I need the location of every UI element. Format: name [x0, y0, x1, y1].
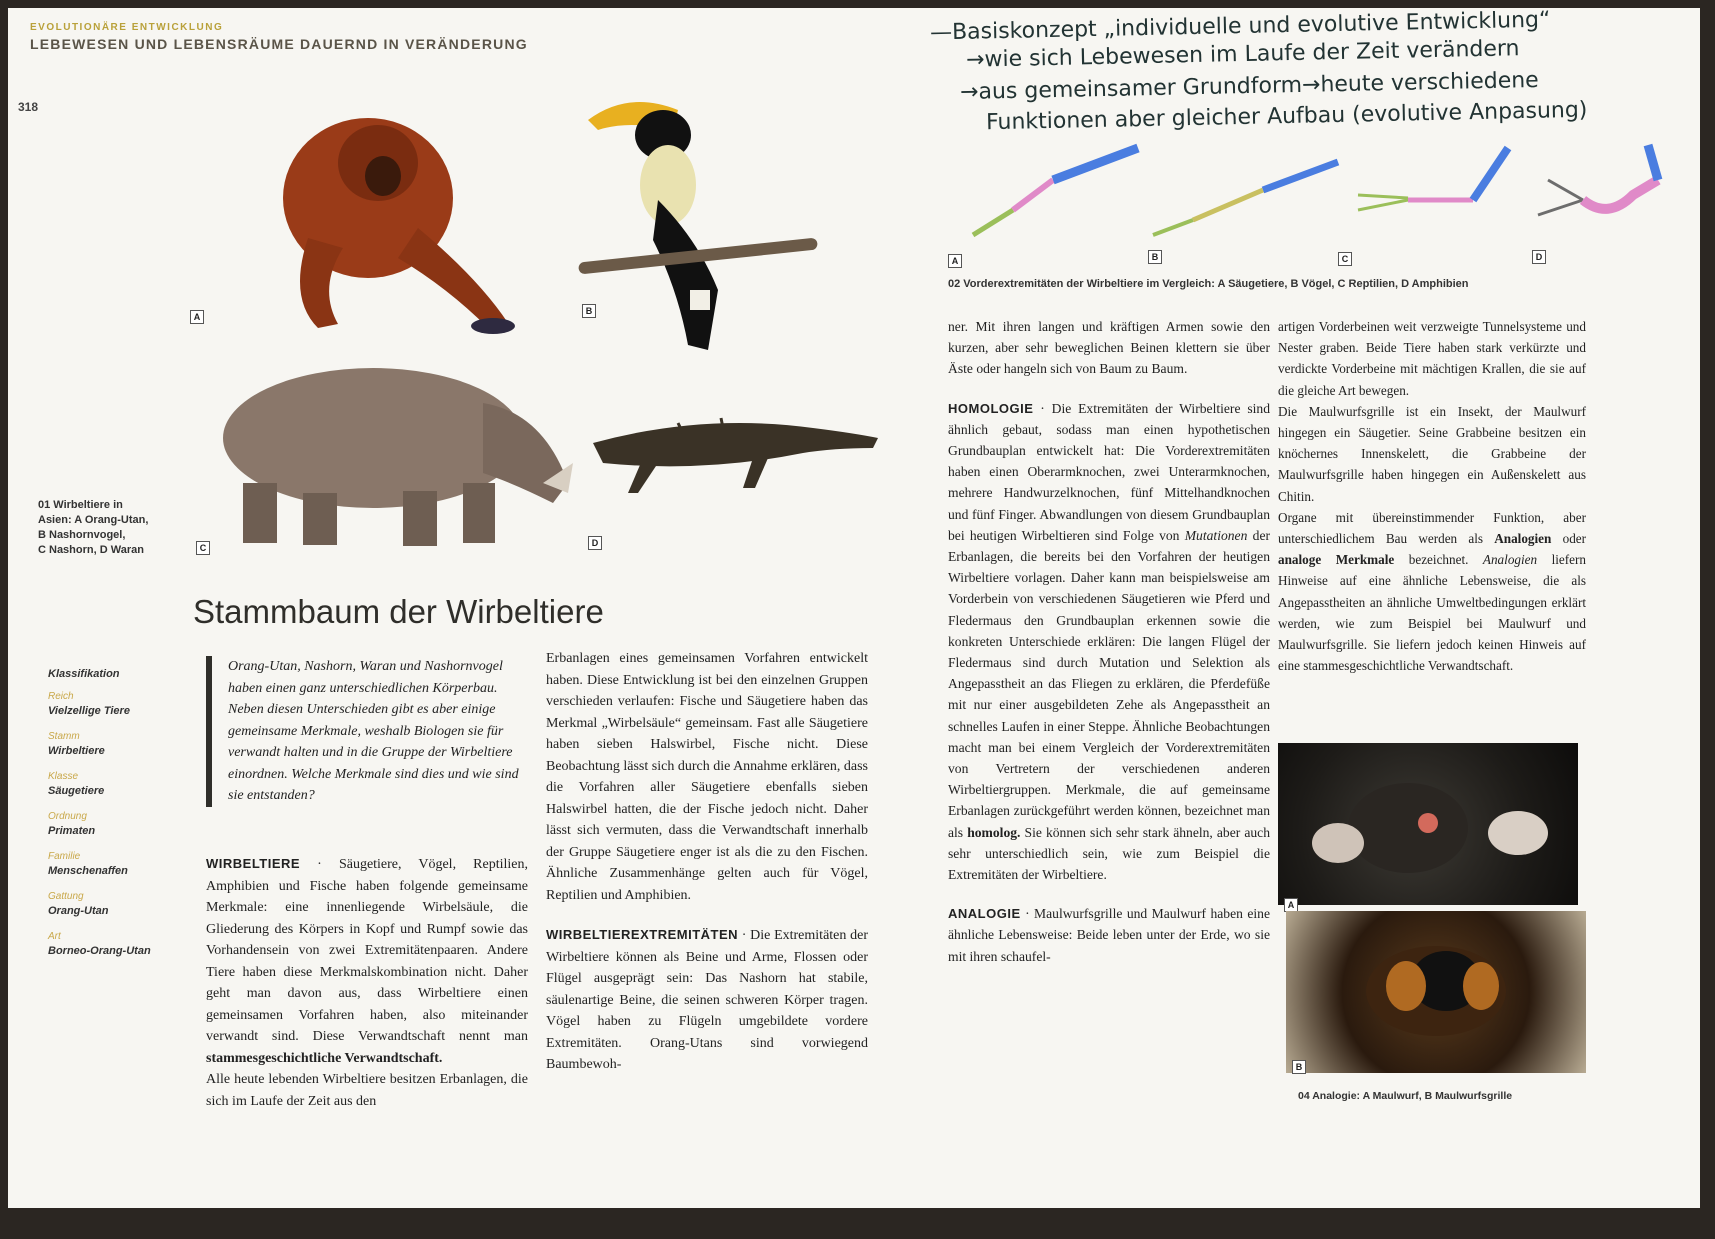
- orangutan-image: [248, 88, 528, 338]
- section-heading-homologie: HOMOLOGIE: [948, 400, 1034, 416]
- figure1-letter-b: B: [582, 304, 596, 318]
- page-title: Stammbaum der Wirbeltiere: [193, 593, 604, 630]
- classification-row: Reich Vielzellige Tiere: [48, 691, 130, 717]
- classification-row: Art Borneo-Orang-Utan: [48, 931, 151, 957]
- column-3: ner. Mit ihren langen und kräftigen Armen sowie den kurzen, aber sehr beweglichen Beinen klettern sie über Äste oder hangeln sich von Baum zu Baum. HOMOLOGIE · Die Extremitäten der Wirbeltiere sind ähnlich gebaut, sodass man einen hypothetischen Grundbauplan entwickelt hat: Die Vorderextremitäten haben einen Oberarmknochen, zwei Unterarmknochen, mehrere Handwurzelknochen, fünf Mittelhandknochen und fünf Finger. Abwandlungen von diesem Grundbauplan bei heutigen Wirbeltieren sind Folge von Mutationen der Erbanlagen, die bereits bei den Vorfahren der heutigen Wirbeltiere vorlagen. Daher kann man beispielsweise am Vorderbein von verschiedenen Säugetieren wie Pferd und Fledermaus den Grundbauplan erkennen sowie die konkreten Unterschiede erklären: Die langen Flügel der Fledermaus sind durch Mutation und Selektion als Angepasstheit an das Fliegen zu erklären, die Pferdefüße mit nur einer ausgebildeten Zehe als Angepasstheit an schnelles Laufen in einer Steppe. Ähnliche Beobachtungen macht man bei einem Vergleich der Vorderextremitäten von Vertretern der verschiedenen anderen Wirbeltiergruppen. Merkmale, die auf gemeinsame Erbanlagen zurückgeführt werden können, bezeichnet man als homolog. Sie können sich sehr stark ähneln, aber auch sehr unterschiedlich sein, wie zum Beispiel die Extremitäten der Wirbeltiere. ANALOGIE · Maulwurfsgrille und Maulwurf haben eine ähnliche Lebensweise: Beide leben unter der Erde, wo sie mit ihren schaufel-: [948, 319, 1271, 964]
- figure1-letter-d: D: [588, 536, 602, 550]
- classification-row: Stamm Wirbeltiere: [48, 731, 105, 757]
- handwritten-note-3: →aus gemeinsamer Grundform→heute verschiedene: [959, 67, 1539, 106]
- rhino-image: [213, 343, 583, 553]
- classification-row: Klasse Säugetiere: [48, 771, 105, 797]
- monitor-lizard-image: [583, 403, 883, 503]
- hornbill-image: [578, 90, 818, 360]
- section-heading-wirbeltiere: WIRBELTIERE: [206, 856, 301, 871]
- intro-paragraph: Orang-Utan, Nashorn, Waran und Nashornvogel haben einen ganz unterschiedlichen Körperbau. Neben diesen Unterschieden gibt es aber einige gemeinsame Merkmale, weshalb Biologen sie für verwandt halten und in die Gruppe der Wirbeltiere einordnen. Welche Merkmale sind dies und wie sind sie entstanden?: [206, 656, 526, 807]
- figure1-caption: 01 Wirbeltiere in Asien: A Orang-Utan, B Nashornvogel, C Nashorn, D Waran: [38, 499, 149, 556]
- reptile-limb: [1358, 148, 1508, 210]
- handwritten-note-4: Funktionen aber gleicher Aufbau (evolutive Anpasung): [985, 97, 1588, 136]
- handwritten-note-2: →wie sich Lebewesen im Laufe der Zeit verändern: [965, 36, 1520, 73]
- page-number: 318: [18, 100, 39, 114]
- figure4-letter-b: B: [1292, 1060, 1306, 1074]
- figure2-letter-b: B: [1148, 250, 1162, 264]
- amphibian-limb: [1538, 145, 1658, 215]
- section-heading-extremitaeten: WIRBELTIEREXTREMITÄTEN: [546, 927, 739, 942]
- limb-bones-figure: [953, 140, 1688, 260]
- classification-row: Ordnung Primaten: [48, 811, 96, 837]
- mammal-limb: [973, 148, 1138, 235]
- classification-row: Familie Menschenaffen: [48, 851, 128, 877]
- figure2-letter-d: D: [1532, 250, 1546, 264]
- section-heading-analogie: ANALOGIE: [948, 906, 1021, 922]
- figure4-caption: 04 Analogie: A Maulwurf, B Maulwurfsgrille: [1298, 1090, 1513, 1102]
- textbook-page: [8, 8, 1700, 1208]
- classification-row: Gattung Orang-Utan: [48, 891, 109, 917]
- figure2-letter-a: A: [948, 254, 962, 268]
- figure4-letter-a: A: [1284, 898, 1298, 912]
- chapter-title: LEBEWESEN UND LEBENSRÄUME DAUERND IN VERÄNDERUNG: [30, 36, 528, 52]
- bird-limb: [1153, 162, 1338, 235]
- figure2-letter-c: C: [1338, 252, 1352, 266]
- chapter-kicker: EVOLUTIONÄRE ENTWICKLUNG: [30, 22, 224, 33]
- figure2-caption: 02 Vorderextremitäten der Wirbeltiere im Vergleich: A Säugetiere, B Vögel, C Reptilien, D Amphibien: [948, 278, 1469, 290]
- mole-photo: [1278, 743, 1578, 905]
- figure1-letter-a: A: [190, 310, 204, 324]
- classification-sidebar: [48, 668, 188, 970]
- column-4: artigen Vorderbeinen weit verzweigte Tunnelsysteme und Nester graben. Beide Tiere haben stark verkürzte und verdickte Vorderbeine mit mächtigen Krallen, die sie auf die gleiche Art bewegen. Die Maulwurfsgrille ist ein Insekt, der Maulwurf hingegen ein Säugetier. Seine Grabbeine besitzen ein knöchernes Innenskelett, die Grabbeine der Maulwurfsgrille haben hingegen ein Außenskelett aus Chitin. Organe mit übereinstimmender Funktion, aber unterschiedlichem Bau werden als Analogien oder analoge Merkmale bezeichnet. Analogien liefern Hinweise auf eine ähnliche Lebensweise, die als Angepasstheiten an ähnliche Umweltbedingungen erklärt werden, wie zum Beispiel bei Maulwurf und Maulwurfsgrille. Sie liefern jedoch keinen Hinweis auf eine stammesgeschichtliche Verwandtschaft.: [1278, 319, 1587, 674]
- column-1: WIRBELTIERE · Säugetiere, Vögel, Reptilien, Amphibien und Fische haben folgende gemeinsame Merkmale: eine innenliegende Wirbelsäule, die Gliederung des Körpers in Kopf und Rumpf sowie das Vorhandensein von zwei Extremitätenpaaren. Andere Tiere haben diese Merkmalskombination nicht. Daher geht man davon aus, dass Wirbeltiere einen gemeinsamen Vorfahren haben, also miteinander verwandt sind. Diese Verwandtschaft nennt man stammesgeschichtliche Verwandtschaft. Alle heute lebenden Wirbeltiere besitzen Erbanlagen, die sich im Laufe der Zeit aus den: [206, 856, 528, 1109]
- column-2: Erbanlagen eines gemeinsamen Vorfahren entwickelt haben. Diese Entwicklung ist bei den einzelnen Gruppen verschieden verlaufen: Fische und Säugetiere haben das Merkmal „Wirbelsäule“ gemeinsam. Fast alle Säugetiere haben sieben Halswirbel, Fische nicht. Diese Beobachtung lässt sich durch die Annahme erklären, dass die Vorfahren aller Säugetiere ebenfalls sieben Halswirbel hatten, die der Fische jedoch nicht. Daher lässt sich vermuten, dass die Verwandtschaft innerhalb der Gruppe Säugetiere enger ist als die zu den Fischen. Ähnliche Zusammenhänge gelten auch für Vögel, Reptilien und Amphibien. WIRBELTIEREXTREMITÄTEN · Die Extremitäten der Wirbeltiere können als Beine und Arme, Flossen oder Flügel ausgeprägt sein: Das Nashorn hat stabile, säulenartige Beine, die seinen schweren Körper tragen. Vögel haben zu Flügeln umgebildete vordere Extremitäten. Orang-Utans sind vorwiegend Baumbewoh-: [546, 651, 868, 1072]
- classification-heading: Klassifikation: [48, 668, 120, 680]
- handwritten-note-1: —Basiskonzept „individuelle und evolutive Entwicklung“: [929, 8, 1551, 46]
- mole-cricket-photo: [1286, 911, 1586, 1073]
- figure1-letter-c: C: [196, 541, 210, 555]
